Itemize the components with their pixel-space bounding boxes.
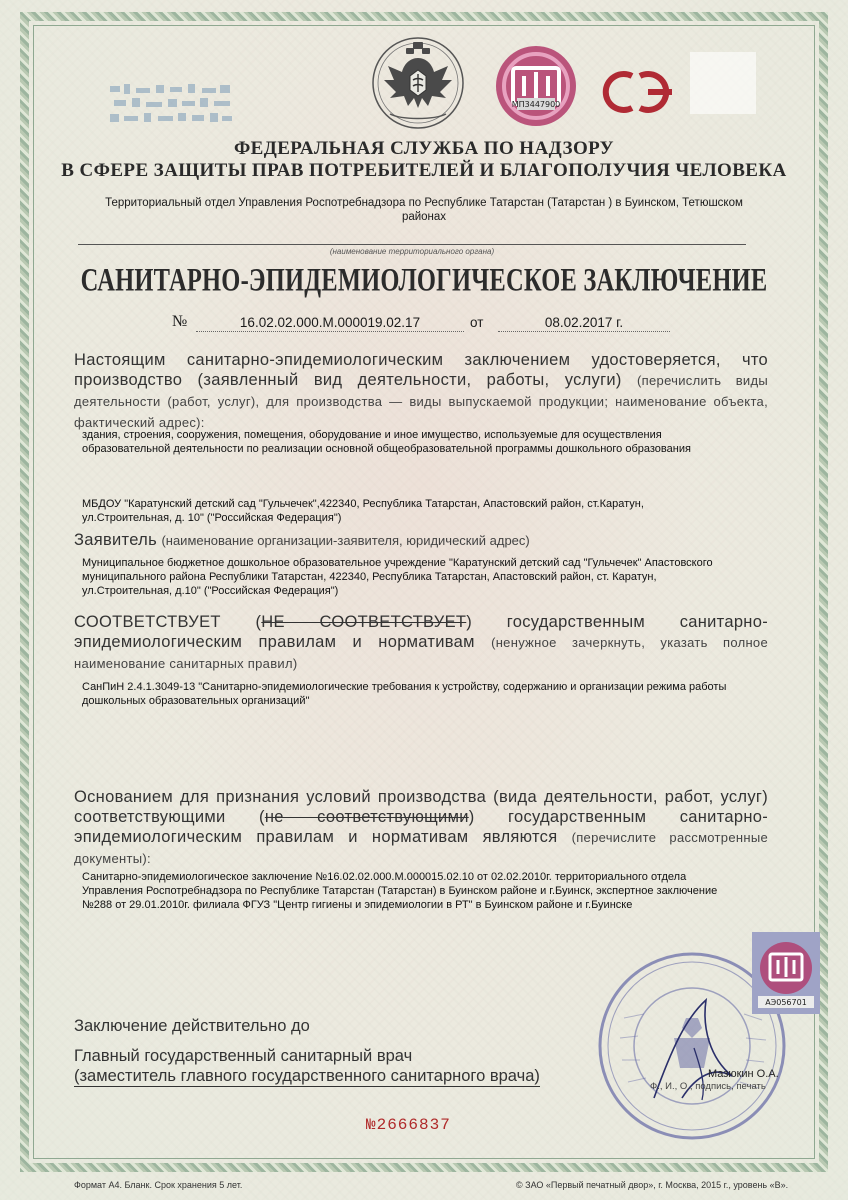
- agency-title-line1: ФЕДЕРАЛЬНАЯ СЛУЖБА ПО НАДЗОРУ: [233, 138, 615, 159]
- applicant-label: Заявитель: [74, 531, 157, 549]
- applicant-heading: [74, 530, 530, 550]
- certify-main-text: Настоящим санитарно-эпидемиологическим заключением удостоверяется, что производство (заявленный вид деятельности, работы, услуги): [74, 351, 768, 389]
- sanitary-rules: СанПиН 2.4.1.3049-13 "Санитарно-эпидемиологические требования к устройству, содержанию и организации режима работы дошкольных образовательных организаций": [82, 681, 727, 707]
- certify-paragraph: [74, 350, 768, 433]
- signature-caption: Ф., И., О., подпись, печать: [650, 1081, 766, 1092]
- hologram-sticker-icon: [752, 932, 820, 1014]
- certificate-date: 08.02.2017 г.: [498, 315, 670, 332]
- conformity-mark-icon: [598, 70, 676, 114]
- document-title: САНИТАРНО-ЭПИДЕМИОЛОГИЧЕСКОЕ ЗАКЛЮЧЕНИЕ: [80, 262, 768, 299]
- footer-printer-note: © ЗАО «Первый печатный двор», г. Москва, 2015 г., уровень «В».: [516, 1180, 789, 1190]
- not-conforms-struck: НЕ СООТВЕТСТВУЕТ: [261, 613, 467, 631]
- deputy-label: (заместитель главного государственного санитарного врача): [74, 1067, 540, 1085]
- territorial-body-caption: (наименование территориального органа): [329, 247, 495, 256]
- basis-paragraph: Основанием для признания условий производства (вида деятельности, работ, услуг) соответствующими (не соответствующими) государственным санитарно-эпидемиологическим правилам и нормативам являются (перечислите рассмотренные документы):: [74, 788, 769, 866]
- blank-serial-number: №2666837: [366, 1116, 451, 1134]
- eagle-emblem-icon: [368, 36, 468, 130]
- basis-text-1: Основанием для признания условий производства (вида деятельности, работ, услуг) соответствующими: [74, 788, 768, 826]
- divider: [78, 244, 746, 245]
- territorial-body: Территориальный отдел Управления Роспотребнадзора по Республике Татарстан (Татарстан ) в Буинском, Тетюшском районах: [105, 197, 743, 223]
- conformity-note: (ненужное зачеркнуть, указать полное наименование санитарных правил): [74, 635, 768, 671]
- footer-format-note: Формат А4. Бланк. Срок хранения 5 лет.: [74, 1180, 243, 1190]
- microtext-pattern: [108, 82, 236, 128]
- applicant-details: Муниципальное бюджетное дошкольное образовательное учреждение "Каратунский детский сад "Гульчечек" Апастовского муниципального района Республики Татарстан, 422340, Республика Татарстан, Апастовский район, ст. Каратун, ул.Строительная, д.10" ("Российская Федерация"): [82, 557, 713, 597]
- valid-until-label: Заключение действительно до: [74, 1017, 310, 1035]
- chief-doctor-label: Главный государственный санитарный врач: [74, 1047, 413, 1065]
- signer-name: Мазюкин О.А.: [708, 1068, 779, 1080]
- sticker-code: АЭ056701: [765, 998, 807, 1007]
- facility-description: здания, строения, сооружения, помещения, оборудование и иное имущество, используемые для осуществления образовательной деятельности по реализации основной общеобразовательной программы дошкольного образования: [82, 429, 691, 455]
- blank-area: [690, 52, 756, 114]
- basis-text-2: государственным санитарно-эпидемиологическим правилам и нормативам являются: [74, 808, 769, 846]
- applicant-note: (наименование организации-заявителя, юридический адрес): [161, 533, 530, 548]
- date-from-label: от: [470, 315, 484, 330]
- certificate-number: 16.02.02.000.М.000019.02.17: [196, 315, 464, 332]
- hologram-seal-icon: [493, 44, 579, 128]
- seal-code: МП3447900: [511, 100, 561, 109]
- facility-address: МБДОУ "Каратунский детский сад "Гульчечек",422340, Республика Татарстан, Апастовский район, ст.Каратун, ул.Строительная, д. 10" ("Российская Федерация"): [82, 498, 644, 524]
- basis-note: (перечислите рассмотренные документы):: [74, 830, 768, 866]
- basis-documents: Санитарно-эпидемиологическое заключение №16.02.02.000.М.000015.02.10 от 02.02.2010г. территориального отдела Управления Роспотребнадзора по Республике Татарстан (Татарстан) в Буинском районе и г.Буинск, экспертное заключение №288 от 29.01.2010г. филиала ФГУЗ "Центр гигиены и эпидемиологии в РТ" в Буинском районе и г.Буинске: [82, 871, 718, 911]
- agency-title-line2: В СФЕРЕ ЗАЩИТЫ ПРАВ ПОТРЕБИТЕЛЕЙ И БЛАГОПОЛУЧИЯ ЧЕЛОВЕКА: [61, 160, 787, 181]
- conformity-paragraph: СООТВЕТСТВУЕТ (НЕ СООТВЕТСТВУЕТ) государственным санитарно-эпидемиологическим правилам и нормативам (ненужное зачеркнуть, указать полное наименование санитарных правил): [74, 613, 768, 671]
- number-sign: №: [172, 313, 188, 330]
- conformity-rest: государственным санитарно-эпидемиологическим правилам и нормативам: [74, 613, 768, 651]
- basis-struck: не соответствующими: [264, 808, 469, 826]
- conforms-text: СООТВЕТСТВУЕТ: [74, 613, 221, 631]
- certify-note: (перечислить виды деятельности (работ, услуг), для производства — виды выпускаемой продукции; наименование объекта, фактический адрес):: [74, 373, 769, 430]
